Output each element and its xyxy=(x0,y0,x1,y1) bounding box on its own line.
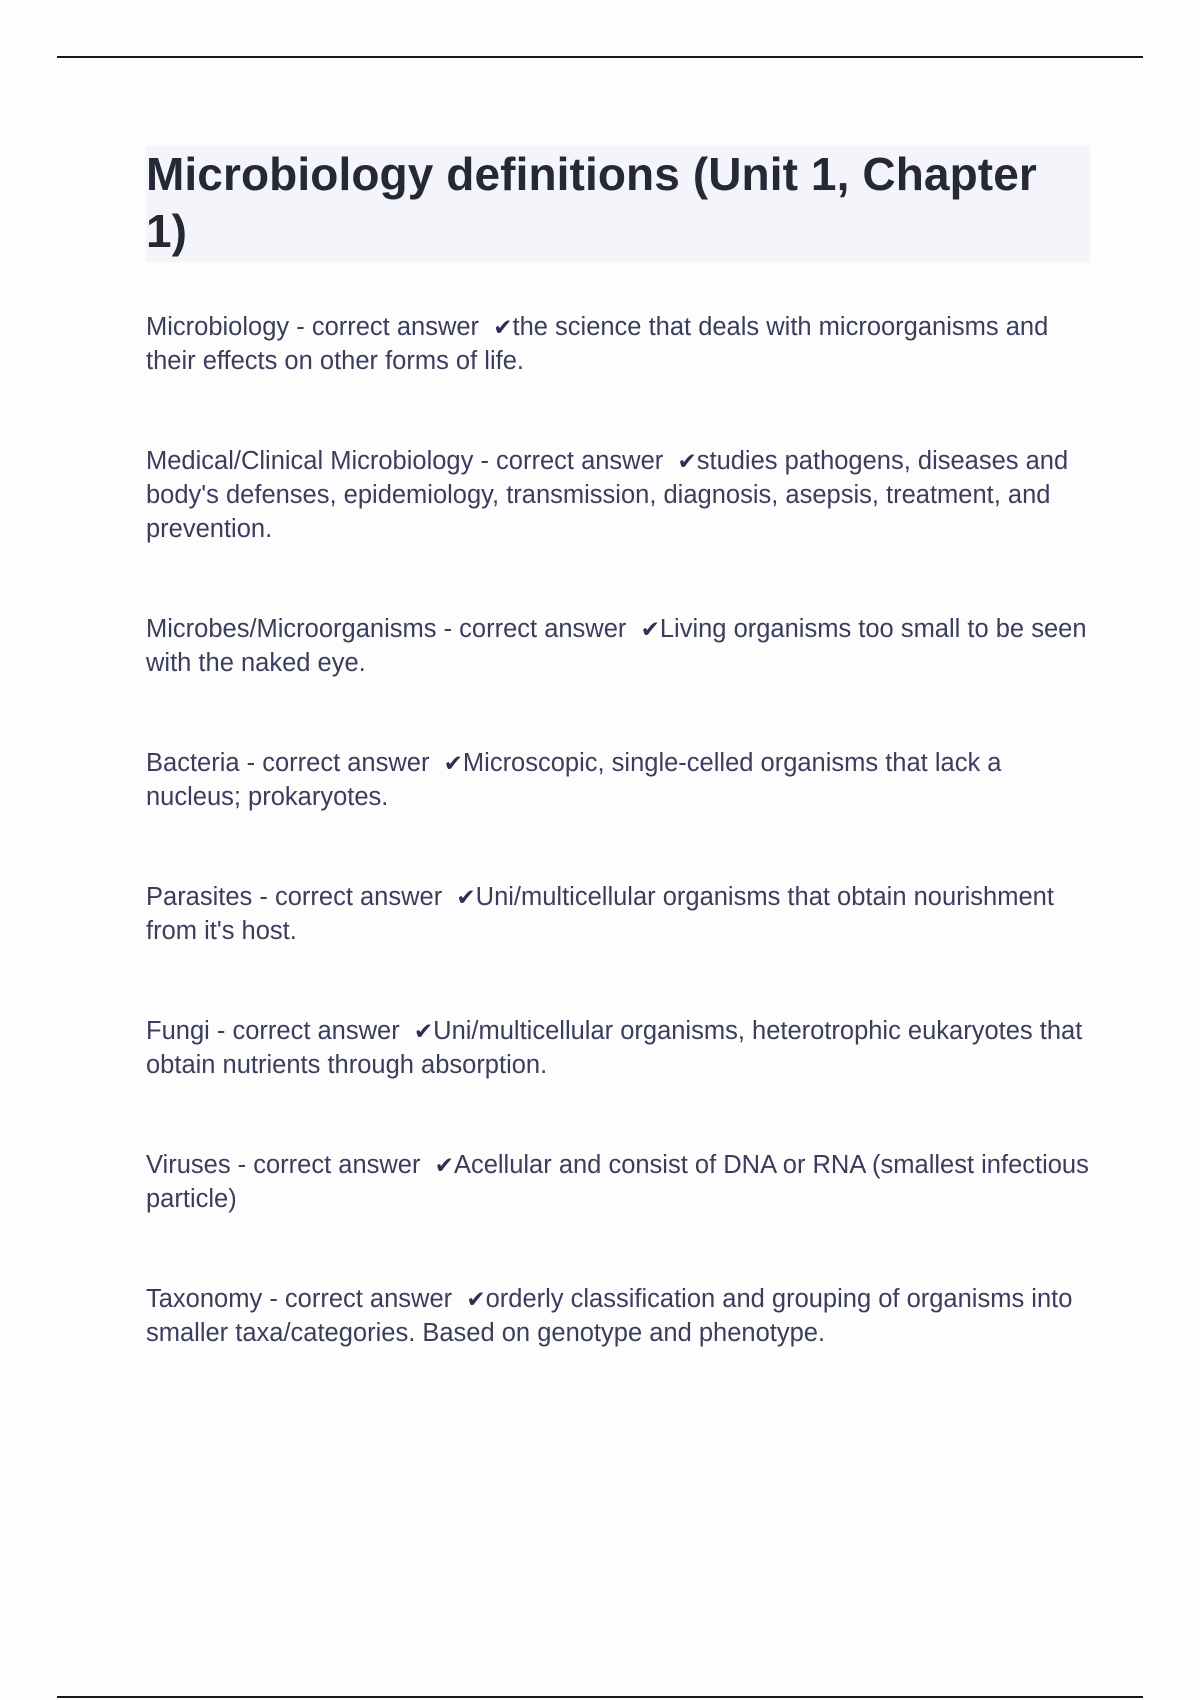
check-icon: ✔ xyxy=(413,1018,434,1044)
answer-marker: correct answer xyxy=(232,1017,400,1045)
entry-definition: Acellular and consist of DNA or RNA (smallest infectious particle) xyxy=(146,1151,1089,1213)
page-title: Microbiology definitions (Unit 1, Chapter 1) xyxy=(146,146,1090,262)
entry-term: Microbes/Microorganisms xyxy=(146,615,437,643)
entry-term: Medical/Clinical Microbiology xyxy=(146,447,474,475)
answer-marker: correct answer xyxy=(284,1285,453,1313)
entry-definition: the science that deals with microorganisms and their effects on other forms of life. xyxy=(146,313,1049,375)
answer-marker: correct answer xyxy=(459,615,627,643)
definition-entry: Fungi - correct answer ✔Uni/multicellular organisms, heterotrophic eukaryotes that obtain nutrients through absorption. xyxy=(146,1014,1090,1082)
entry-definition: Living organisms too small to be seen with the naked eye. xyxy=(146,615,1087,677)
definition-entry: Medical/Clinical Microbiology - correct answer ✔studies pathogens, diseases and body's defenses, epidemiology, transmission, diagnosis, asepsis, treatment, and prevention. xyxy=(146,444,1090,546)
answer-marker: correct answer xyxy=(311,313,480,341)
document-body xyxy=(146,146,1090,1416)
definition-entry: Microbes/Microorganisms - correct answer ✔Living organisms too small to be seen with the naked eye. xyxy=(146,612,1090,680)
entry-term: Viruses xyxy=(146,1151,231,1179)
check-icon: ✔ xyxy=(677,448,697,474)
check-icon: ✔ xyxy=(640,616,660,642)
entry-term: Parasites xyxy=(146,883,253,911)
entry-term: Taxonomy xyxy=(146,1285,263,1313)
entry-term: Bacteria xyxy=(146,749,240,777)
definition-entry: Microbiology - correct answer ✔the science that deals with microorganisms and their effects on other forms of life. xyxy=(146,310,1090,378)
answer-marker: correct answer xyxy=(496,447,664,475)
definition-entry: Parasites - correct answer ✔Uni/multicellular organisms that obtain nourishment from it's host. xyxy=(146,880,1090,948)
footer-rule xyxy=(57,1696,1143,1698)
check-icon: ✔ xyxy=(493,314,513,340)
entry-term: Microbiology xyxy=(146,313,290,341)
check-icon: ✔ xyxy=(466,1286,486,1312)
header-rule xyxy=(57,56,1143,58)
definition-list xyxy=(146,310,1090,1350)
entry-definition: studies pathogens, diseases and body's defenses, epidemiology, transmission, diagnosis, asepsis, treatment, and prevention. xyxy=(146,447,1069,543)
definition-entry: Bacteria - correct answer ✔Microscopic, single-celled organisms that lack a nucleus; prokaryotes. xyxy=(146,746,1090,814)
answer-marker: correct answer xyxy=(274,883,443,911)
answer-marker: correct answer xyxy=(262,749,430,777)
entry-definition: Microscopic, single-celled organisms that lack a nucleus; prokaryotes. xyxy=(146,749,1002,811)
entry-term: Fungi xyxy=(146,1017,210,1045)
entry-definition: Uni/multicellular organisms that obtain nourishment from it's host. xyxy=(146,883,1054,945)
answer-marker: correct answer xyxy=(253,1151,421,1179)
check-icon: ✔ xyxy=(456,884,476,910)
definition-entry: Viruses - correct answer ✔Acellular and consist of DNA or RNA (smallest infectious particle) xyxy=(146,1148,1090,1216)
entry-definition: Uni/multicellular organisms, heterotrophic eukaryotes that obtain nutrients through absorption. xyxy=(146,1017,1083,1079)
definition-entry: Taxonomy - correct answer ✔orderly classification and grouping of organisms into smaller taxa/categories. Based on genotype and phenotype. xyxy=(146,1282,1090,1350)
check-icon: ✔ xyxy=(443,750,463,776)
check-icon: ✔ xyxy=(434,1152,454,1178)
entry-definition: orderly classification and grouping of organisms into smaller taxa/categories. Based on genotype and phenotype. xyxy=(146,1285,1073,1347)
